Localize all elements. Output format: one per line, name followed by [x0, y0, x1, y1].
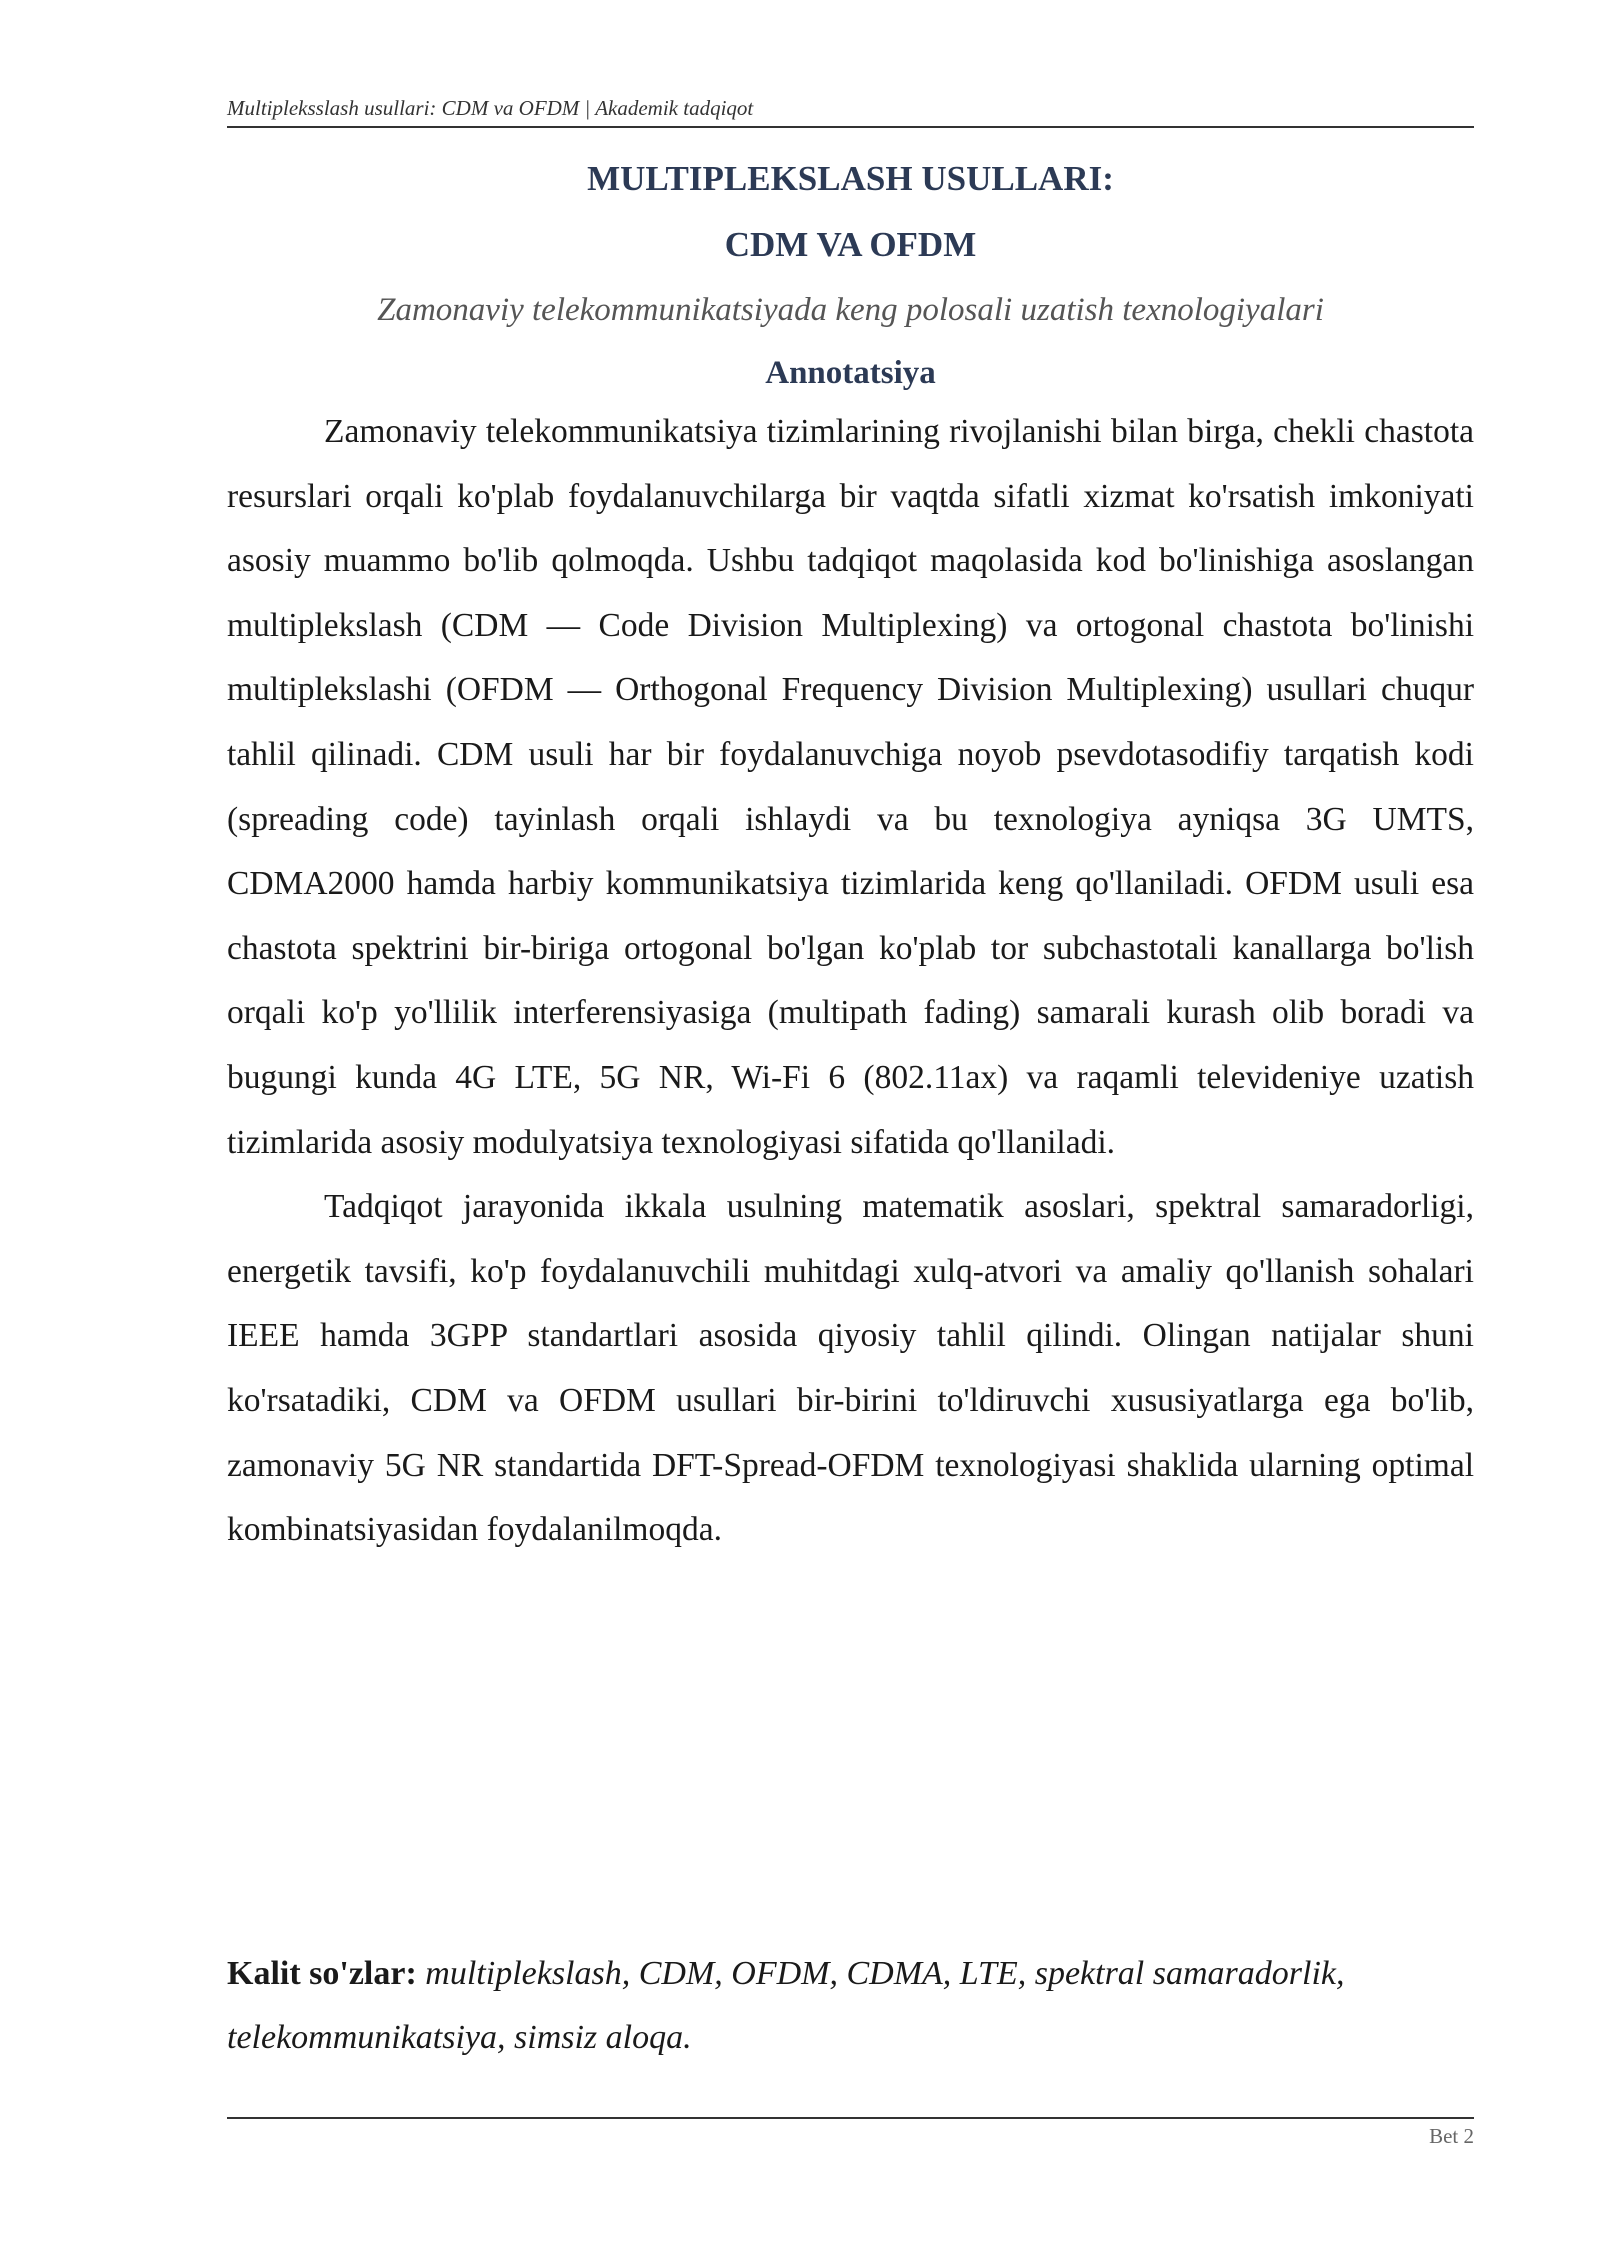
keywords-block [227, 1942, 1474, 2070]
keywords-label: Kalit so'zlar: [227, 1955, 426, 1992]
running-header [227, 94, 1474, 128]
title-block [227, 146, 1474, 404]
abstract-heading: Annotatsiya [765, 355, 936, 391]
document-page [227, 0, 1474, 2262]
abstract-paragraph-2: Tadqiqot jarayonida ikkala usulning matematik asoslari, spektral samaradorligi, energetik tavsifi, ko'p foydalanuvchili muhitdagi xulq-atvori va amaliy qo'llanish sohalari IEEE hamda 3GPP standartlari asosida qiyosiy tahlil qilindi. Olingan natijalar shuni ko'rsatadiki, CDM va OFDM usullari bir-birini to'ldiruvchi xususiyatlarga ega bo'lib, zamonaviy 5G NR standartida DFT-Spread-OFDM texnologiyasi shaklida ularning optimal kombinatsiyasidan foydalanilmoqda. [227, 1188, 1474, 1549]
abstract-paragraph-1: Zamonaviy telekommunikatsiya tizimlarining rivojlanishi bilan birga, chekli chastota resurslari orqali ko'plab foydalanuvchilarga bir vaqtda sifatli xizmat ko'rsatish imkoniyati asosiy muammo bo'lib qolmoqda. Ushbu tadqiqot maqolasida kod bo'linishiga asoslangan multiplekslash (CDM — Code Division Multiplexing) va ortogonal chastota bo'linishi multiplekslashi (OFDM — Orthogonal Frequency Division Multiplexing) usullari chuqur tahlil qilinadi. CDM usuli har bir foydalanuvchiga noyob psevdotasodifiy tarqatish kodi (spreading code) tayinlash orqali ishlaydi va bu texnologiya ayniqsa 3G UMTS, CDMA2000 hamda harbiy kommunikatsiya tizimlarida keng qo'llaniladi. OFDM usuli esa chastota spektrini bir-biriga ortogonal bo'lgan ko'plab tor subchastotali kanallarga bo'lish orqali ko'p yo'llilik interferensiyasiga (multipath fading) samarali kurash olib boradi va bugungi kunda 4G LTE, 5G NR, Wi-Fi 6 (802.11ax) va raqamli televideniye uzatish tizimlarida asosiy modulyatsiya texnologiyasi sifatida qo'llaniladi. [227, 413, 1474, 1161]
running-header-title: Multipleksslash usullari: CDM va OFDM | Akademik tadqiqot [227, 96, 754, 120]
abstract-body [227, 400, 1474, 1563]
document-title-line-2: CDM VA OFDM [724, 225, 977, 264]
keywords-values: multiplekslash, CDM, OFDM, CDMA, LTE, spektral samaradorlik, telekommunikatsiya, simsiz aloqa. [227, 1955, 1345, 2056]
document-title-line-1: MULTIPLEKSLASH USULLARI: [587, 159, 1114, 198]
document-subtitle: Zamonaviy telekommunikatsiyada keng polosali uzatish texnologiyalari [377, 292, 1324, 328]
page-number: Bet 2 [1429, 2124, 1474, 2148]
footer-divider [227, 2117, 1474, 2119]
